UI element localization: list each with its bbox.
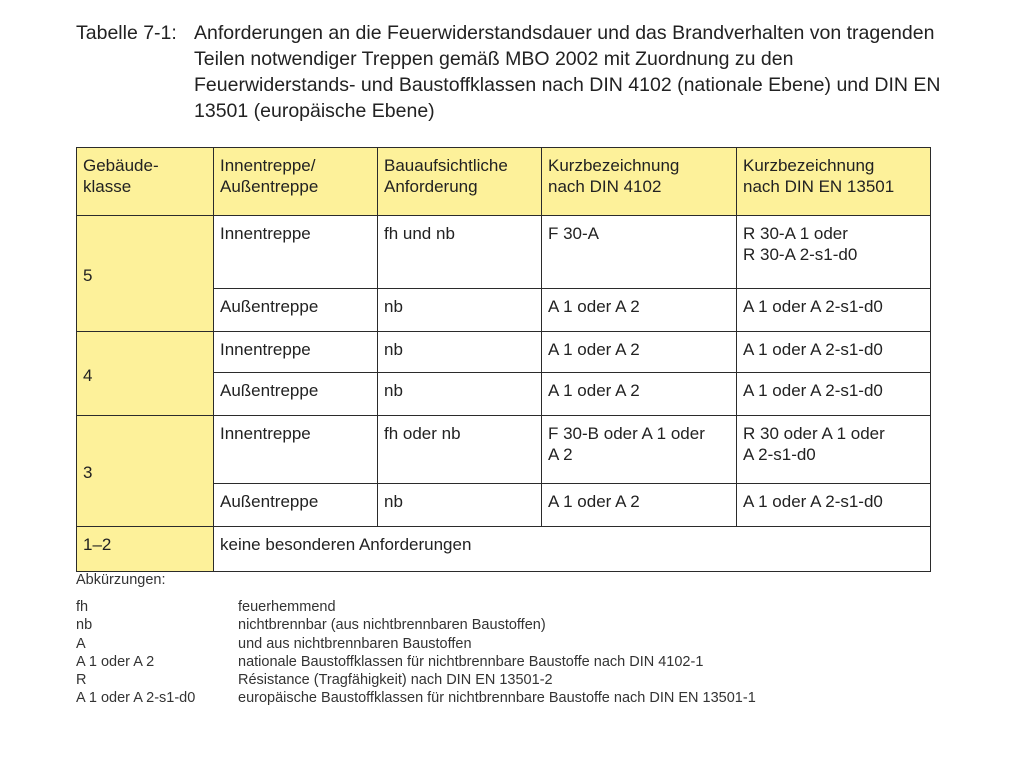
table-cell: Außentreppe <box>214 289 378 332</box>
table-cell: A 1 oder A 2 <box>542 332 737 373</box>
abbreviation-item <box>76 689 956 707</box>
table-row <box>77 216 931 289</box>
gebaeudeklasse-cell: 3 <box>77 416 214 527</box>
table-row <box>77 416 931 484</box>
table-cell: A 1 oder A 2 <box>542 484 737 527</box>
abbreviations-title: Abkürzungen: <box>76 572 166 588</box>
abbreviation-key: R <box>76 672 87 689</box>
table-cell: R 30 oder A 1 oder A 2-s1-d0 <box>737 416 931 484</box>
abbreviation-item <box>76 653 956 671</box>
table-row <box>77 527 931 572</box>
table-cell: Innentreppe <box>214 332 378 373</box>
abbreviation-value: feuerhemmend <box>238 599 336 615</box>
abbreviation-item <box>76 635 956 653</box>
header-anforderung: Bauaufsichtliche Anforderung <box>378 148 542 216</box>
table-cell: Außentreppe <box>214 484 378 527</box>
table-cell: Innentreppe <box>214 416 378 484</box>
table-cell: keine besonderen Anforderungen <box>214 527 931 572</box>
header-din4102: Kurzbezeichnung nach DIN 4102 <box>542 148 737 216</box>
table-cell: A 1 oder A 2-s1-d0 <box>737 289 931 332</box>
abbreviation-value: nichtbrennbar (aus nichtbrennbaren Baustoffen) <box>238 617 546 634</box>
table-cell: nb <box>378 373 542 416</box>
abbreviations-section <box>76 572 956 708</box>
table-cell: A 1 oder A 2 <box>542 289 737 332</box>
table-cell: nb <box>378 484 542 527</box>
header-gebaeudeklasse: Gebäude- klasse <box>77 148 214 216</box>
table-cell: fh oder nb <box>378 416 542 484</box>
table-cell: F 30-A <box>542 216 737 289</box>
table-cell: nb <box>378 332 542 373</box>
table-cell: fh und nb <box>378 216 542 289</box>
table-cell: nb <box>378 289 542 332</box>
table-cell: Außentreppe <box>214 373 378 416</box>
table-cell: A 1 oder A 2 <box>542 373 737 416</box>
table-cell: Innentreppe <box>214 216 378 289</box>
abbreviation-value: Résistance (Tragfähigkeit) nach DIN EN 13501-2 <box>238 672 553 689</box>
abbreviation-value: und aus nichtbrennbaren Baustoffen <box>238 635 472 652</box>
abbreviation-value: nationale Baustoffklassen für nichtbrennbare Baustoffe nach DIN 4102-1 <box>238 653 704 670</box>
abbreviation-key: A 1 oder A 2 <box>76 653 155 670</box>
abbreviation-item <box>76 616 956 634</box>
table-row <box>77 332 931 373</box>
abbreviation-key: A 1 oder A 2-s1-d0 <box>76 690 196 707</box>
abbreviation-item <box>76 598 956 616</box>
header-din13501: Kurzbezeichnung nach DIN EN 13501 <box>737 148 931 216</box>
abbreviation-key: fh <box>76 599 89 615</box>
abbreviation-key: nb <box>76 617 93 634</box>
table-caption <box>76 20 956 124</box>
gebaeudeklasse-cell: 4 <box>77 332 214 416</box>
gebaeudeklasse-cell: 5 <box>77 216 214 332</box>
caption-text: Anforderungen an die Feuerwiderstandsdauer und das Brandverhalten von tragenden Teilen notwendiger Treppen gemäß MBO 2002 mit Zuordnung zu den Feuerwiderstands- und Baustoffklassen nach DIN 4102 (nationale Ebene) und DIN EN 13501 (europäische Ebene) <box>194 22 941 122</box>
table-cell: F 30-B oder A 1 oder A 2 <box>542 416 737 484</box>
table-cell: A 1 oder A 2-s1-d0 <box>737 332 931 373</box>
table-cell: A 1 oder A 2-s1-d0 <box>737 373 931 416</box>
header-treppe: Innentreppe/ Außentreppe <box>214 148 378 216</box>
abbreviation-item <box>76 671 956 689</box>
abbreviation-key: A <box>76 635 86 652</box>
gebaeudeklasse-cell: 1–2 <box>77 527 214 572</box>
caption-label: Tabelle 7-1: <box>76 22 177 44</box>
table-cell: R 30-A 1 oder R 30-A 2-s1-d0 <box>737 216 931 289</box>
table-header-row <box>77 148 931 216</box>
requirements-table <box>76 147 931 572</box>
table-cell: A 1 oder A 2-s1-d0 <box>737 484 931 527</box>
abbreviation-value: europäische Baustoffklassen für nichtbrennbare Baustoffe nach DIN EN 13501-1 <box>238 690 756 707</box>
